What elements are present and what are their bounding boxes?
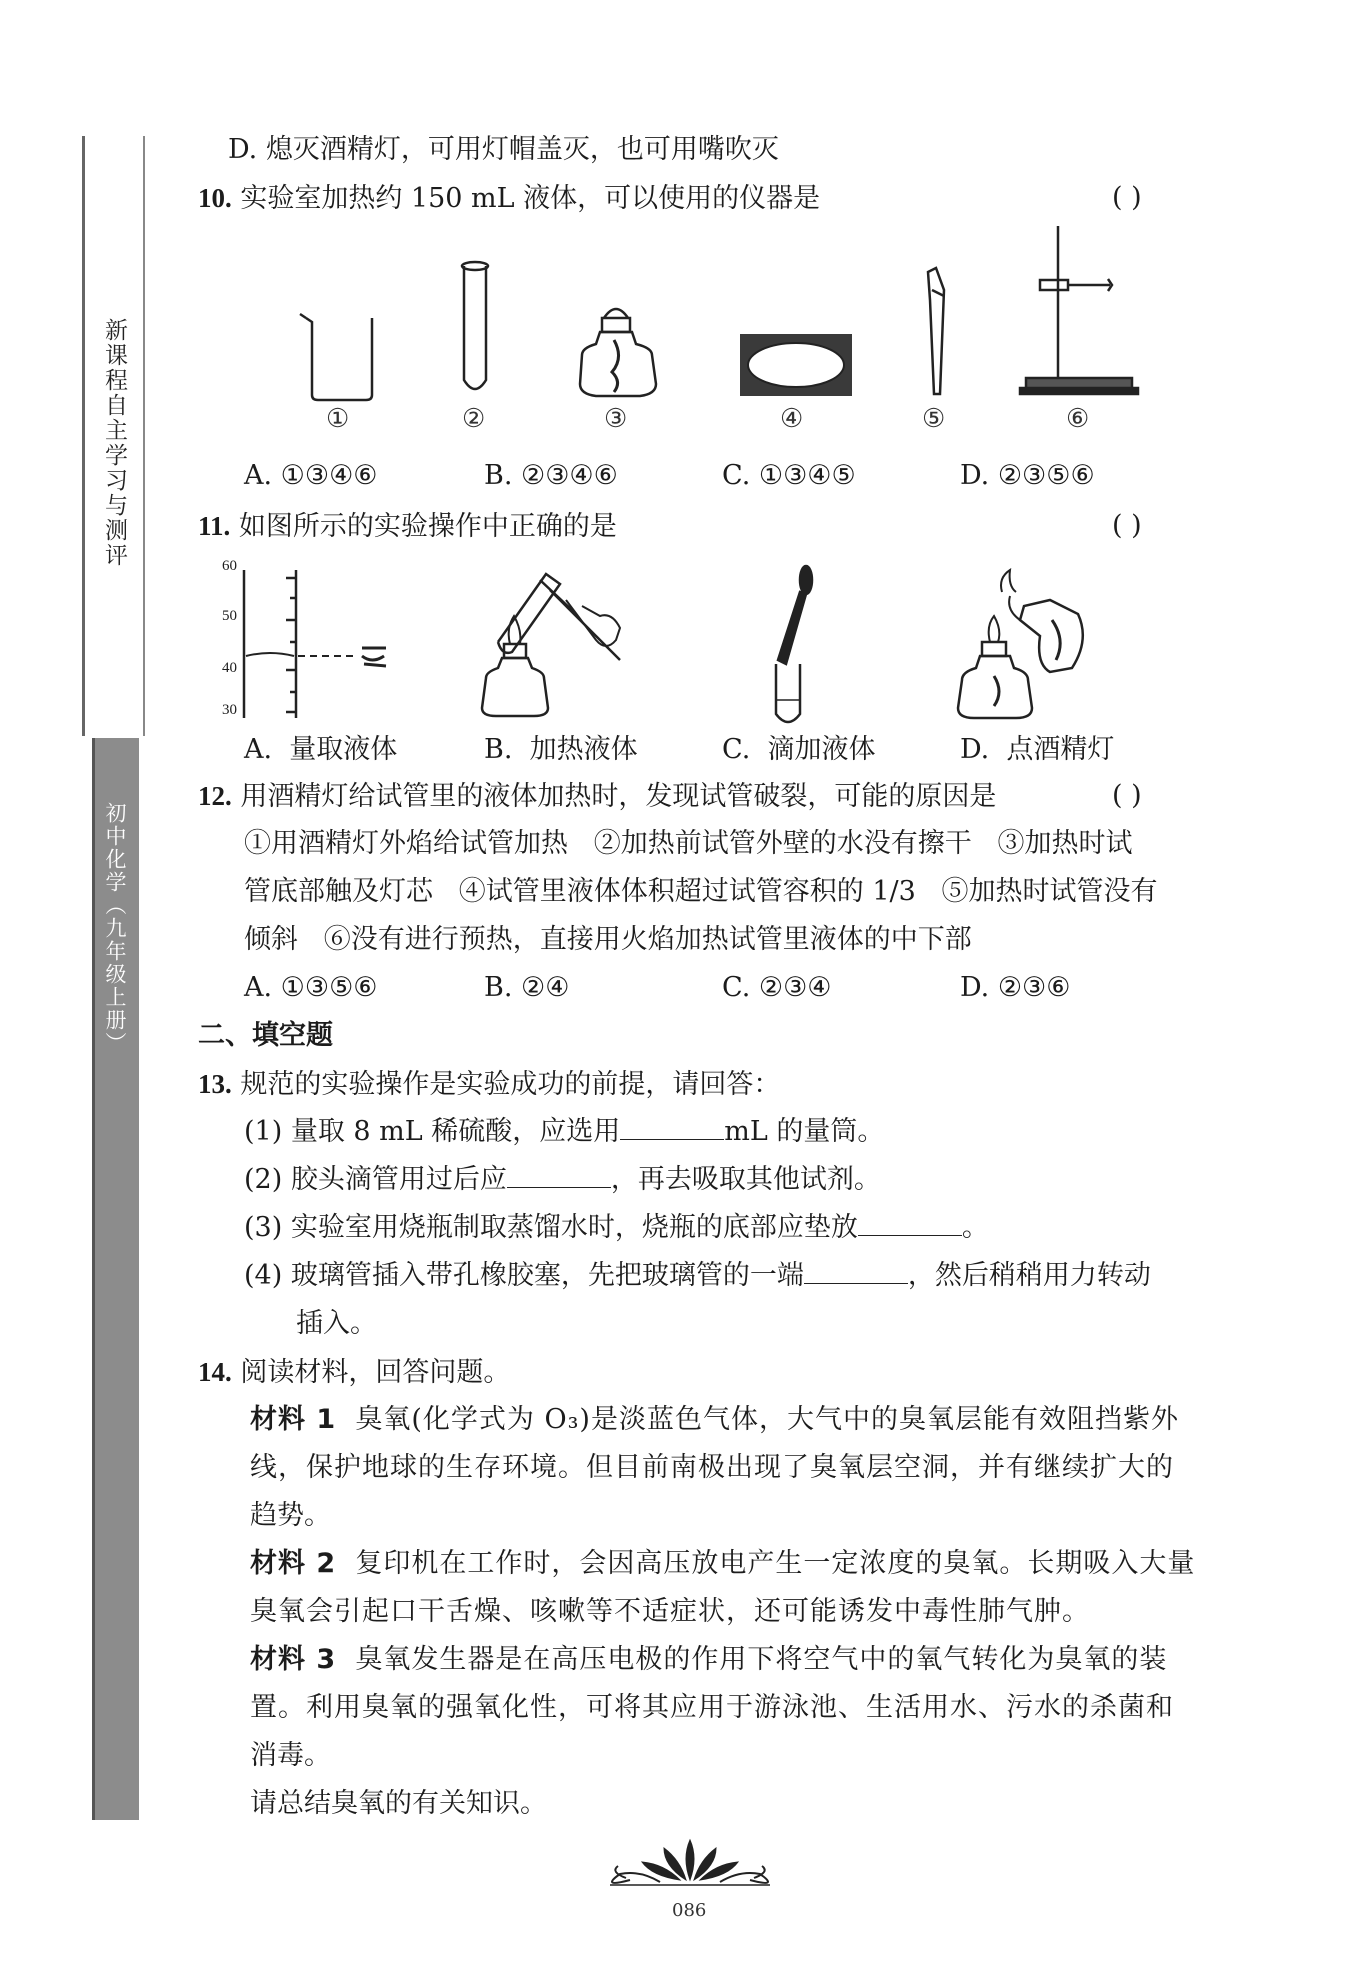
q13-part-1-suffix: mL 的量筒。 [724, 1116, 885, 1147]
q13-part-2-text: (2) 胶头滴管用过后应 [244, 1164, 507, 1195]
q12-option-a: A. ①③⑤⑥ [244, 972, 378, 1003]
q11-answer-paren: ( ) [1112, 510, 1142, 541]
q13-part-4-text: (4) 玻璃管插入带孔橡胶塞，先把玻璃管的一端 [244, 1260, 804, 1291]
material-1-line-2: 线，保护地球的生存环境。但目前南极出现了臭氧层空洞，并有继续扩大的 [250, 1452, 1174, 1483]
material-3-text-1: 臭氧发生器是在高压电极的作用下将空气中的氧气转化为臭氧的装 [355, 1644, 1168, 1675]
section-title-fill-in: 二、填空题 [198, 1020, 333, 1051]
q13-stem: 规范的实验操作是实验成功的前提，请回答： [240, 1069, 781, 1100]
q10-option-d: D. ②③⑤⑥ [960, 460, 1095, 491]
q12-option-c: C. ②③④ [722, 972, 832, 1003]
q13-part-3-suffix: 。 [961, 1212, 989, 1243]
q13-part-1-text: (1) 量取 8 mL 稀硫酸，应选用 [244, 1116, 621, 1147]
q12-choices-line-1: ①用酒精灯外焰给试管加热 ②加热前试管外壁的水没有擦干 ③加热时试 [244, 828, 1133, 859]
q11-option-b: B. 加热液体 [484, 734, 638, 765]
q10-answer-paren: ( ) [1112, 182, 1142, 213]
material-2-label: 材料 2 [250, 1548, 337, 1579]
q10-stem: 实验室加热约 150 mL 液体，可以使用的仪器是 [240, 183, 821, 214]
q10-option-b: B. ②③④⑥ [484, 460, 618, 491]
q12-choices-line-2: 管底部触及灯芯 ④试管里液体体积超过试管容积的 1/3 ⑤加热时试管没有 [244, 876, 1158, 907]
cylinder-tick-30: 30 [222, 702, 237, 718]
material-3-line-2: 置。利用臭氧的强氧化性，可将其应用于游泳池、生活用水、污水的杀菌和 [250, 1692, 1174, 1723]
q13-part-3-text: (3) 实验室用烧瓶制取蒸馏水时，烧瓶的底部应垫放 [244, 1212, 858, 1243]
cylinder-tick-50: 50 [222, 608, 237, 624]
q13-number: 13. [198, 1069, 232, 1099]
q10-number: 10. [198, 183, 232, 213]
q14-prompt: 请总结臭氧的有关知识。 [250, 1788, 547, 1819]
figure-label-3: ③ [604, 404, 628, 434]
sidebar-series-title: 新课程自主学习与测评 [101, 318, 127, 568]
q11-option-d: D. 点酒精灯 [960, 734, 1115, 765]
cylinder-tick-60: 60 [222, 558, 237, 574]
q12-option-b: B. ②④ [484, 972, 570, 1003]
q12-stem: 用酒精灯给试管里的液体加热时，发现试管破裂，可能的原因是 [240, 781, 997, 812]
q11-option-c: C. 滴加液体 [722, 734, 876, 765]
q9-option-d: D. 熄灭酒精灯，可用灯帽盖灭，也可用嘴吹灭 [228, 134, 779, 165]
material-1-line-3: 趋势。 [250, 1500, 331, 1531]
sidebar-subject-title: 初中化学（九年级上册） [103, 802, 127, 1055]
material-2-text-1: 复印机在工作时，会因高压放电产生一定浓度的臭氧。长期吸入大量 [355, 1548, 1196, 1579]
q11-option-a: A. 量取液体 [244, 734, 398, 765]
q10-option-a: A. ①③④⑥ [244, 460, 378, 491]
material-3-label: 材料 3 [250, 1644, 337, 1675]
q12-option-d: D. ②③⑥ [960, 972, 1071, 1003]
q11-stem: 如图所示的实验操作中正确的是 [238, 511, 617, 542]
cylinder-tick-40: 40 [222, 660, 237, 676]
q13-part-4-line-2: 插入。 [296, 1308, 377, 1339]
q12-number: 12. [198, 781, 232, 811]
q14-stem: 阅读材料，回答问题。 [240, 1357, 511, 1388]
material-3-line-3: 消毒。 [250, 1740, 331, 1771]
q13-part-4-suffix: ，然后稍稍用力转动 [907, 1260, 1151, 1291]
figure-label-2: ② [462, 404, 486, 434]
q14-number: 14. [198, 1357, 232, 1387]
q12-answer-paren: ( ) [1112, 780, 1142, 811]
q10-option-c: C. ①③④⑤ [722, 460, 856, 491]
figure-label-1: ① [326, 404, 350, 434]
figure-label-4: ④ [780, 404, 804, 434]
q12-choices-line-3: 倾斜 ⑥没有进行预热，直接用火焰加热试管里液体的中下部 [244, 924, 972, 955]
material-1-label: 材料 1 [250, 1404, 337, 1435]
material-2-line-2: 臭氧会引起口干舌燥、咳嗽等不适症状，还可能诱发中毒性肺气肿。 [250, 1596, 1090, 1627]
figure-label-5: ⑤ [922, 404, 946, 434]
q11-number: 11. [198, 511, 231, 541]
figure-label-6: ⑥ [1066, 404, 1090, 434]
q13-part-2-suffix: ，再去吸取其他试剂。 [610, 1164, 881, 1195]
page-number: 086 [672, 1900, 707, 1921]
material-1-text-1: 臭氧(化学式为 O₃)是淡蓝色气体，大气中的臭氧层能有效阻挡紫外 [355, 1404, 1179, 1435]
